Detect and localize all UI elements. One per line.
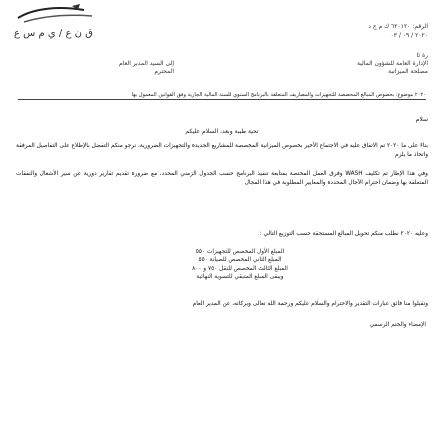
sender-line-2: ﺍﻹﺩﺍﺭﺓ ﺍﻟﻌﺎﻣﺔ ﻟﻠﺸﺆﻭﻥ ﺍﻟﻤﺎﻟﻴﺔ (356, 60, 428, 67)
header-meta (258, 22, 428, 40)
divider (18, 99, 426, 100)
letter-date: ٢٠٢٠ / ٠٩ / ٠٣ (390, 32, 428, 39)
greeting: ﺗﺤﻴﺔ ﻃﻴﺒﺔ ﻭﺑﻌﺪ، ﺍﻟﺴﻼﻡ ﻋﻠﻴﻜﻢ (185, 128, 259, 135)
list-item: ﺍﻟﻤﺒﻠﻎ ﺍﻟﺜﺎﻟﺚ ﺍﻟﻤﺨﺼﺺ ﻟﻠﻨﻘﻞ ٧٥٠ ﻭ ٨٠٠ (192, 265, 288, 272)
sender-line-1: ﺭﺓ ﺋﺎ (416, 52, 428, 59)
sender-block (298, 52, 428, 76)
list-item: ﺍﻟﻤﺒﻠﻎ ﺍﻟﺜﺎﻧﻲ ﺍﻟﻤﺨﺼﺺ ﻟﻠﺼﻴﺎﻧﺔ ٥٥٠ (198, 257, 282, 264)
paragraph-2: ﻭﻓﻲ ﻫﺬﺍ ﺍﻹﻃﺎﺭ ﺗﻢ ﺗﻜﻠﻴﻒ WASH ﻭﻓﺮﻕ ﺍﻟﻌﻤﻞ ﺍﻟﻤﺨﺘﺼﺔ ﺑﻤﺘﺎﺑﻌﺔ ﺗﻨﻔﻴﺬ ﺍﻟﺒﺮﻧﺎﻣﺞ ﺣﺴﺐ ﺍﻟﺠﺪﻭﻝ ﺍﻟﺰﻣﻨﻲ ﺍﻟﻤﺤﺪﺩ، ﻣﻊ ﺿﺮﻭﺭﺓ ﺗﻘﺪﻳﻢ ﺗﻘﺎﺭﻳﺮ ﺩﻭﺭﻳﺔ ﻋﻦ ﺳﻴﺮ ﺍﻷﺷﻐﺎﻝ ﻭﺍﻟﻨﻔﻘﺎﺕ ﺍﻟﻤﺘﻌﻠﻘﺔ ﺑﻬﺎ ﻭﺿﻤﺎﻥ ﺍﺣﺘﺮﺍﻡ ﺍﻵﺟﺎﻝ ﺍﻟﻤﺤﺪﺩﺓ ﻭﺍﻟﻤﻌﺎﻳﻴﺮ ﺍﻟﻤﻄﻠﻮﺑﺔ ﻓﻲ ﻫﺬﺍ ﺍﻟﻤﺠﺎﻝ (16, 171, 428, 186)
reference-number: ﺍﻟﺮﻗﻢ: ٦٢٠١٢٠ ﻙ ﻡ ﺝ ﺩ (368, 23, 428, 30)
salutation: ﺳﻼﻡ (415, 116, 428, 123)
closing-paragraph: ﻭﺗﻘﺒﻠﻮﺍ ﻣﻨﺎ ﻓﺎﺋﻖ ﻋﺒﺎﺭﺍﺕ ﺍﻟﺘﻘﺪﻳﺮ ﻭﺍﻻﺣﺘﺮﺍﻡ ﻭﺍﻟﺴﻼﻡ ﻋﻠﻴﻜﻢ ﻭﺭﺣﻤﺔ ﺍﻟﻠﻪ ﺗﻌﺎﻟﻰ ﻭﺑﺮﻛﺎﺗﻪ، ﻋﻦ ﺍﻟﻤﺪﻳﺮ ﺍﻟﻌﺎﻡ (192, 301, 428, 307)
paragraph-1: ﺑﻨﺎﺀً ﻋﻠﻰ ﻣﺎ ٢٠٢٠ ﺗﻢ ﺍﻻﺗﻔﺎﻕ ﻋﻠﻴﻪ ﻓﻲ ﺍﻻﺟﺘﻤﺎﻉ ﺍﻷﺧﻴﺮ ﺑﺨﺼﻮﺹ ﺍﻟﻤﻴﺰﺍﻧﻴﺔ ﺍﻟﻤﺨﺼﺼﺔ ﻟﻠﻤﺸﺎﺭﻳﻊ ﺍﻟﺠﺪﻳﺪﺓ ﻭﺍﻟﺘﺠﻬﻴﺰﺍﺕ ﺍﻟﻀﺮﻭﺭﻳﺔ، ﻧﺮﺟﻮ ﻣﻨﻜﻢ ﺍﻟﺘﻔﻀﻞ ﺑﺎﻹﻃﻼﻉ ﻋﻠﻰ ﺍﻟﺘﻔﺎﺻﻴﻞ ﺍﻟﻤﺮﻓﻘﺔ ﻭﺍﺗﺨﺎﺫ ﻣﺎ ﻳﻠﺰﻡ (16, 143, 428, 158)
subject-line: ٢٠٢٠ ﻣﻮﺿﻮﻉ: ﺑﺨﺼﻮﺹ ﺍﻟﻤﺒﺎﻟﻎ ﺍﻟﻤﺨﺼﺼﺔ ﻟﻠﺘﺠﻬﻴﺰﺍﺕ ﻭﺍﻟﻤﺼﺎﺭﻳﻒ ﺍﻟﻤﺘﻌﻠﻘﺔ ﺑﺎﻟﺒﺮﻧﺎﻣﺞ ﺍﻟﺴﻨﻮﻱ ﻟﻠﺴﻨﺔ ﺍﻟﻤﺎﻟﻴﺔ ﺍﻟﺠﺎﺭﻳﺔ ﻭﻓﻖ ﺍﻟﻘﻮﺍﻧﻴﻦ ﺍﻟﻤﻌﻤﻮﻝ ﺑﻬﺎ (131, 92, 426, 98)
recipient-line-1: ﺇﻟﻰ ﺍﻟﺴﻴﺪ ﺍﻟﻤﺪﻳﺮ ﺍﻟﻌﺎﻡ (118, 60, 174, 67)
list-item: ﻭﻳﺒﻘﻰ ﺍﻟﻤﺒﻠﻎ ﺍﻟﻤﺘﺒﻘﻲ ﻟﻠﺘﺴﻮﻳﺔ ﺍﻟﻨﻬﺎﺋﻴﺔ (196, 274, 284, 281)
recipient-line-2: ﺍﻟﻤﺤﺘﺮﻡ (154, 68, 174, 75)
signature-line: ﺍﻹﻣﻀﺎﺀ ﻭﺍﻟﺨﺘﻢ ﺍﻟﺮﺳﻤﻲ (369, 322, 426, 328)
amounts-list (110, 248, 370, 282)
sender-line-3: ﻣﺼﻠﺤﺔ ﺍﻟﻤﻴﺰﺍﻧﻴﺔ (388, 68, 428, 75)
paragraph-3: ﻭﻋﻠﻴﻪ ٢٠٢٠ ﻧﻄﻠﺐ ﻣﻨﻜﻢ ﺗﺤﻮﻳﻞ ﺍﻟﻤﺒﺎﻟﻎ ﺍﻟﻤﺴﺘﺤﻘﺔ ﺣﺴﺐ ﺍﻟﺘﻮﺯﻳﻊ ﺍﻟﺘﺎﻟﻲ : (259, 231, 428, 237)
brand-text: ﻕ ﻥ ﻉ / ﻱ ﻡ ﺱ ﻉ (14, 28, 93, 39)
list-item: ﺍﻟﻤﺒﻠﻎ ﺍﻷﻭﻝ ﺍﻟﻤﺨﺼﺺ ﻟﻠﺘﺠﻬﻴﺰﺍﺕ ٥٥٠ (195, 249, 285, 255)
recipient-block (24, 60, 174, 76)
